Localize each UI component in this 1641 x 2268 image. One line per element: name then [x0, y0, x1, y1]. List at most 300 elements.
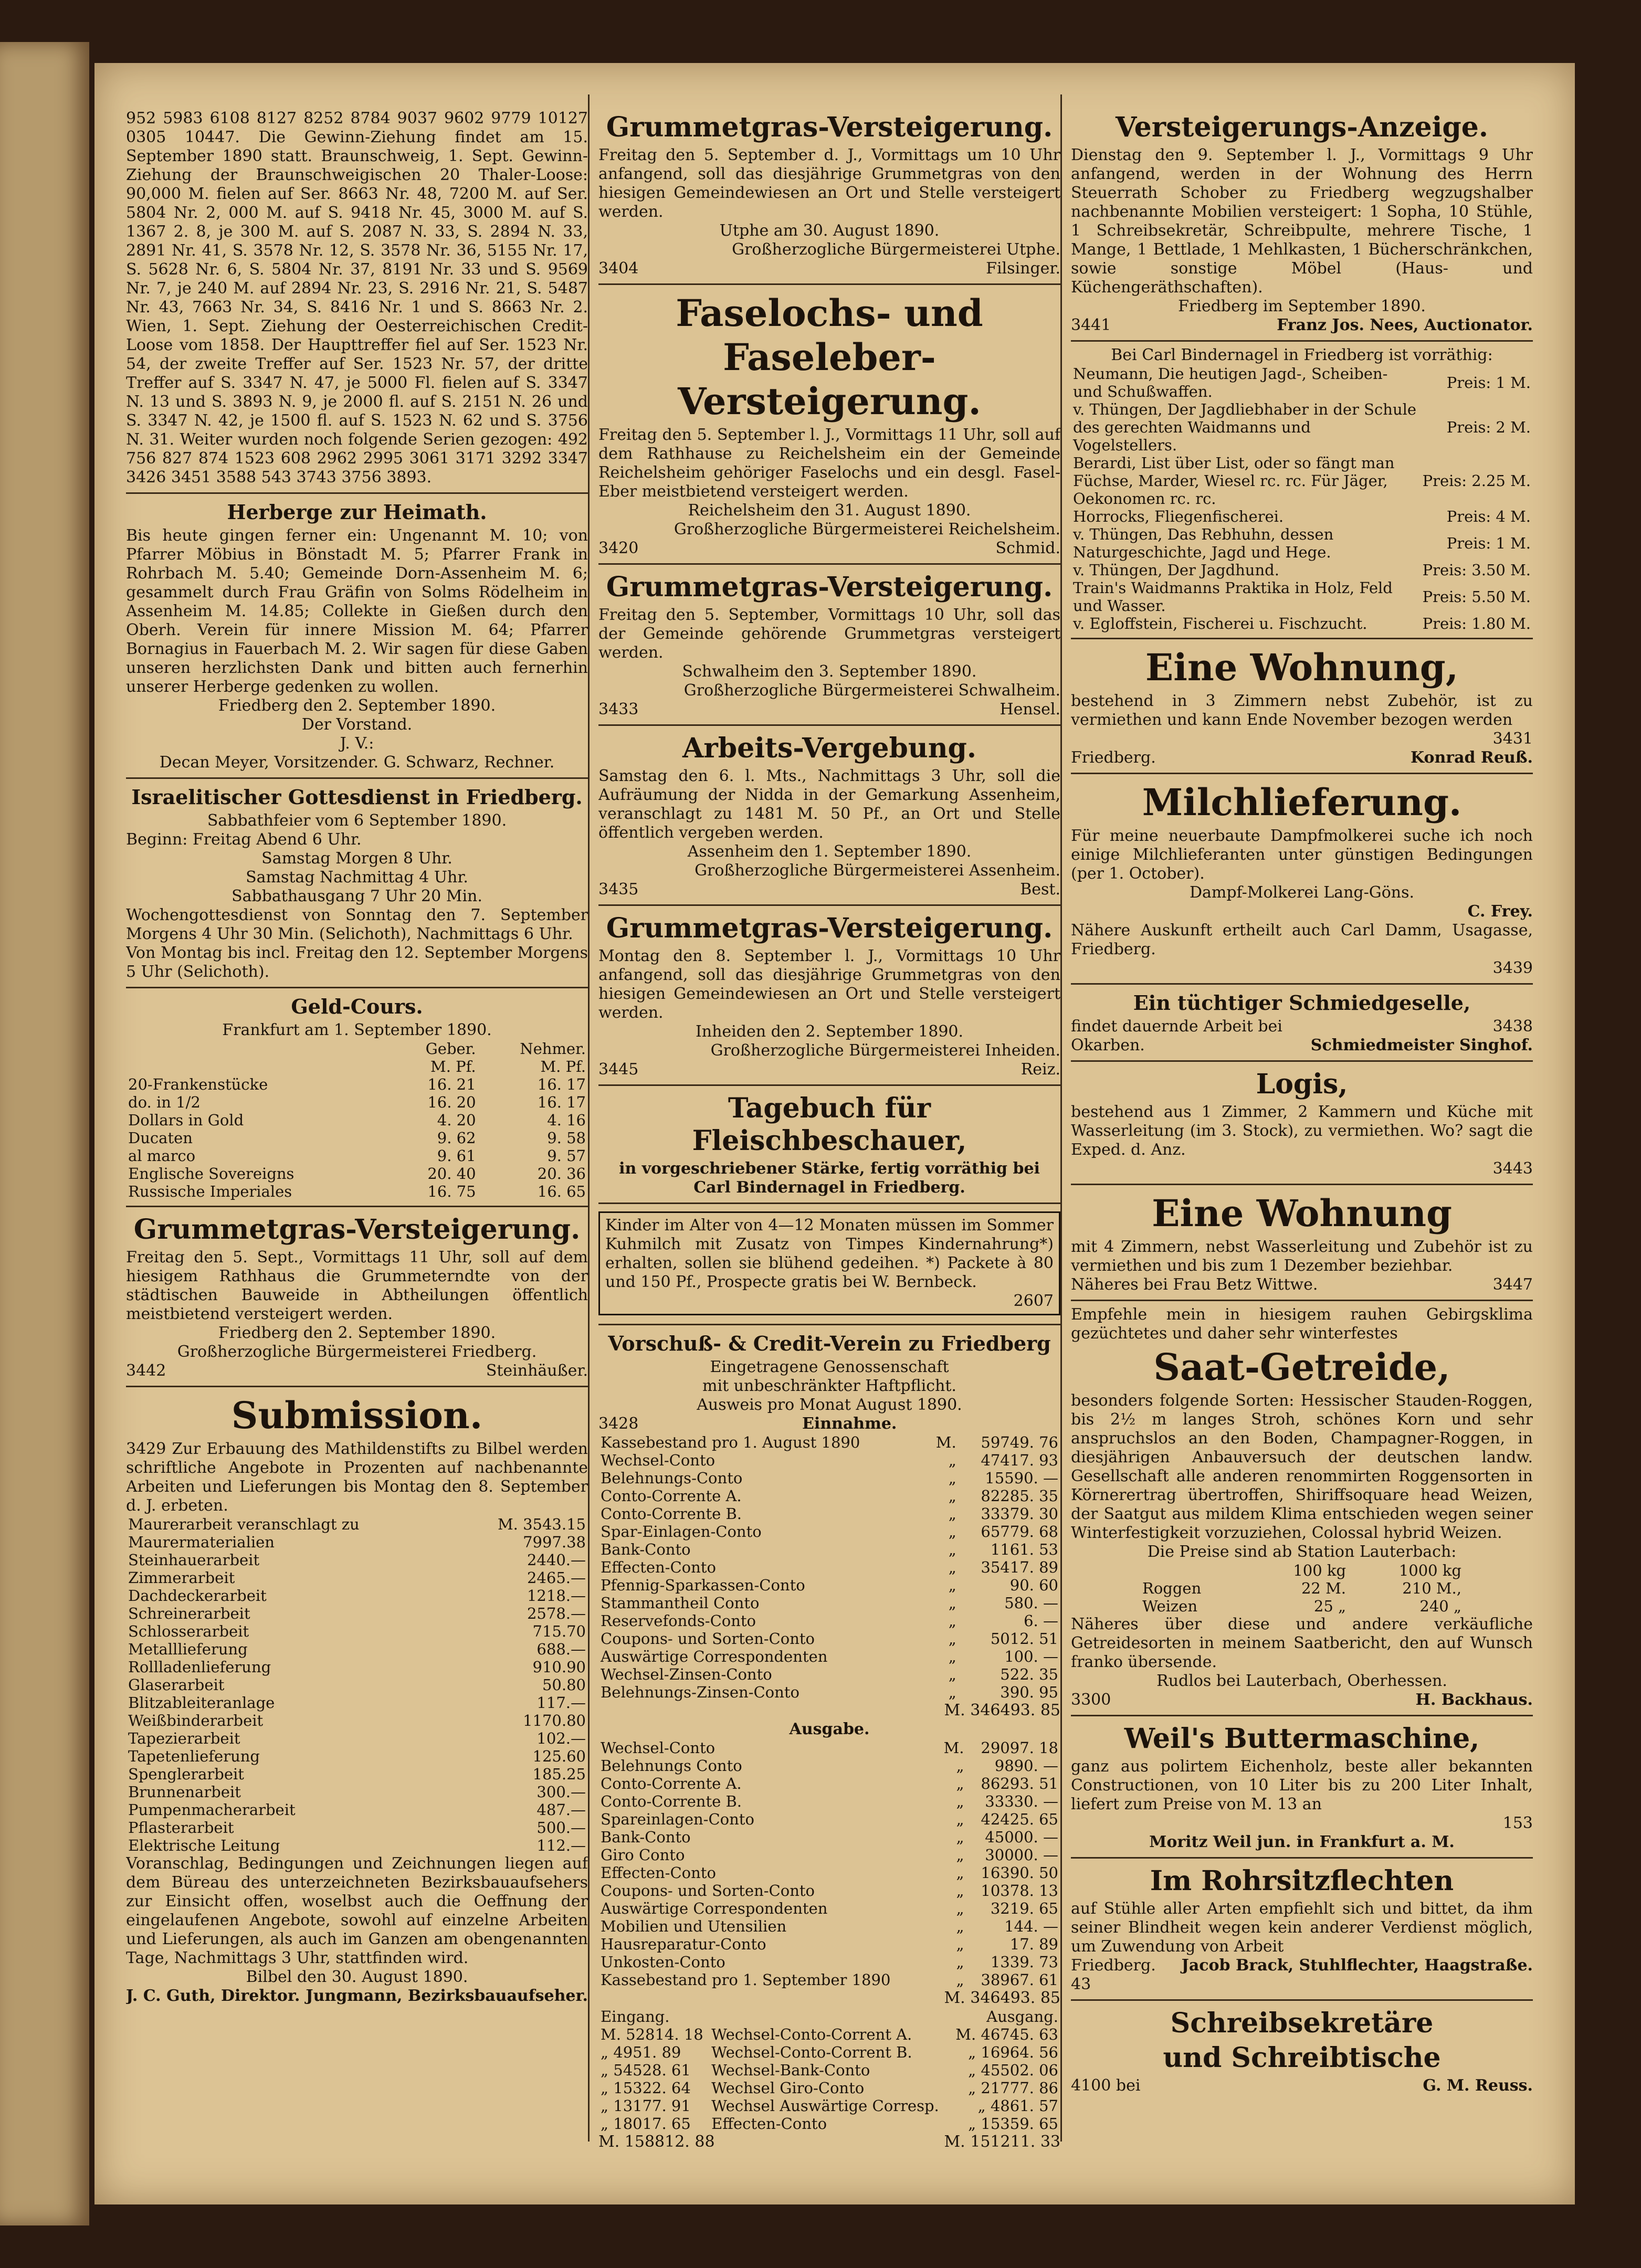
table-cell: 59749. 76: [981, 1433, 1058, 1451]
arbeits-date: Assenheim den 1. September 1890.: [687, 842, 972, 861]
saat-intro: Empfehle mein in hiesigem rauhen Gebirgsklima gezüchtetes und daher sehr winterfestes: [1071, 1305, 1533, 1343]
table-row: [126, 1605, 588, 1622]
table-cell: 210 M.,: [1402, 1579, 1461, 1597]
butter-ad: [1071, 1716, 1533, 1859]
table-cell: Metalllieferung: [128, 1640, 248, 1658]
table-row: [126, 1111, 588, 1129]
gottesdienst-line: Samstag Morgen 8 Uhr.: [261, 849, 453, 868]
ad-number: 3445: [598, 1060, 639, 1079]
table-cell: 390. 95: [1000, 1683, 1058, 1701]
grummet-name: Reiz.: [1021, 1060, 1060, 1079]
grummet-date: Schwalheim den 3. September 1890.: [682, 662, 977, 681]
table-cell: 112.—: [537, 1837, 586, 1854]
table-cell: 35417. 89: [981, 1558, 1058, 1576]
table-header: [1140, 1562, 1464, 1579]
table-cell: al marco: [128, 1147, 196, 1165]
table-cell: „: [956, 1917, 964, 1935]
table-row: [126, 1712, 588, 1729]
table-cell: M. Pf.: [540, 1058, 586, 1075]
table-cell: 2465.—: [527, 1569, 586, 1587]
table-row: [126, 1819, 588, 1837]
saat-name: H. Backhaus.: [1415, 1691, 1533, 1709]
ad-number: 3442: [126, 1362, 166, 1380]
grummet-footer: [598, 700, 1060, 719]
table-cell: 90. 60: [1009, 1576, 1058, 1594]
table-cell: Conto-Corrente A.: [601, 1487, 742, 1505]
table-cell: 20-Frankenstücke: [128, 1075, 268, 1093]
fasel-sign: Großherzogliche Bürgermeisterei Reichelsheim.: [674, 520, 1060, 539]
table-row: [598, 2061, 1060, 2079]
table-cell: Tapezierarbeit: [128, 1729, 240, 1747]
table-cell: Rollladenlieferung: [128, 1658, 271, 1676]
table-cell: Wechsel-Conto: [601, 1739, 716, 1757]
table-row: [1071, 400, 1533, 454]
table-cell: 30000. —: [985, 1846, 1058, 1864]
table-row: [1071, 615, 1533, 632]
milch-text: Für meine neuerbaute Dampfmolkerei suche ich noch einige Milchlieferanten unter günstigen Bedingungen (per 1. October).: [1071, 827, 1533, 883]
table-cell: Pflasterarbeit: [128, 1819, 234, 1837]
table-cell: Preis: 2 M.: [1446, 418, 1531, 436]
grummet-name: Filsinger.: [986, 259, 1060, 278]
schreib-name: G. M. Reuss.: [1423, 2076, 1533, 2095]
table-row: [126, 1640, 588, 1658]
table-cell: Belehnungs-Conto: [601, 1469, 743, 1487]
gottesdienst-line: Beginn: Freitag Abend 6 Uhr.: [126, 830, 362, 849]
table-cell: Wechsel-Bank-Conto: [711, 2061, 870, 2079]
wohnung-info: Näheres bei Frau Betz Wittwe.: [1071, 1275, 1318, 1294]
arbeits-name: Best.: [1020, 880, 1060, 899]
table-cell: Conto-Corrente B.: [601, 1505, 742, 1523]
table-cell: 688.—: [537, 1640, 586, 1658]
table-cell: „: [956, 1864, 964, 1882]
grummet-footer: [126, 1362, 588, 1380]
table-cell: Preis: 4 M.: [1446, 508, 1531, 525]
tagebuch-ad: [598, 1086, 1060, 1204]
ausgang-total: M. 151211. 33: [944, 2133, 1060, 2151]
table-cell: 1218.—: [527, 1587, 586, 1605]
table-row: [126, 1551, 588, 1569]
grummet-date: Friedberg den 2. September 1890.: [218, 1324, 496, 1342]
table-cell: Unkosten-Conto: [601, 1953, 725, 1971]
grummet-sign: Großherzogliche Bürgermeisterei Schwalheim.: [683, 681, 1060, 700]
newspaper-page: [94, 63, 1575, 2204]
milch-title: Milchlieferung.: [1142, 780, 1462, 824]
table-cell: „ 16964. 56: [968, 2043, 1058, 2061]
table-cell: Elektrische Leitung: [128, 1837, 280, 1854]
table-row: [598, 1469, 1060, 1487]
table-row: [598, 1451, 1060, 1469]
table-cell: 9890. —: [994, 1757, 1058, 1775]
arbeits-text: Samstag den 6. l. Mts., Nachmittags 3 Uhr, soll die Aufräumung der Nidda in der Gemarkung Assenheim, veranschlagt zu 1481 M. 50 Pf., an Ort und Stelle öffentlich vergeben werden.: [598, 767, 1060, 842]
einnahme-total: M. 346493. 85: [944, 1701, 1060, 1720]
table-cell: 16. 17: [537, 1093, 586, 1111]
table-cell: 3219. 65: [990, 1900, 1058, 1917]
table-row: [598, 1505, 1060, 1523]
table-cell: Hausreparatur-Conto: [601, 1935, 766, 1953]
grummet-ad-schwalheim: [598, 565, 1060, 726]
saat-price-intro: Die Preise sind ab Station Lauterbach:: [1147, 1543, 1457, 1561]
schreib-bei: bei: [1116, 2076, 1141, 2095]
table-cell: 33330. —: [985, 1792, 1058, 1810]
geld-sub: Frankfurt am 1. September 1890.: [222, 1021, 492, 1039]
gottesdienst-line: Wochengottesdienst von Sonntag den 7. September Morgens 4 Uhr 30 Min. (Selichoth), Nachmittags 6 Uhr.: [126, 906, 588, 943]
table-row: [598, 1900, 1060, 1917]
grummet-ad-utphe: [598, 105, 1060, 285]
ad-number: 3435: [598, 880, 639, 899]
table-row: [598, 1433, 1060, 1451]
table-cell: Weizen: [1142, 1597, 1197, 1615]
table-row: [598, 1612, 1060, 1630]
ad-number: 3300: [1071, 1691, 1111, 1709]
table-row: [1071, 508, 1533, 525]
table-row: [598, 2097, 1060, 2115]
einnahme-title: Einnahme.: [802, 1415, 897, 1433]
grummet-title: Grummetgras-Versteigerung.: [606, 571, 1053, 603]
schreib-title: und Schreibtische: [1163, 2042, 1441, 2074]
einnahme-table: [598, 1433, 1060, 1701]
table-cell: Coupons- und Sorten-Conto: [601, 1882, 815, 1900]
ad-number: 3441: [1071, 316, 1111, 334]
gottesdienst-line: Samstag Nachmittag 4 Uhr.: [246, 868, 468, 887]
ad-number: 43: [1071, 1975, 1091, 1993]
ad-number: 4100: [1071, 2076, 1111, 2095]
gottesdienst-ad: [126, 779, 588, 988]
table-row: [598, 1683, 1060, 1701]
wohnung-ad-1: [1071, 639, 1533, 774]
fasel-date: Reichelsheim den 31. August 1890.: [688, 501, 971, 520]
geld-cours-ad: [126, 988, 588, 1207]
table-cell: „: [956, 1846, 964, 1864]
ausgabe-table: [598, 1739, 1060, 1989]
table-cell: „: [948, 1648, 956, 1665]
eingang-ausgang-table: [598, 2008, 1060, 2133]
table-cell: [1140, 1562, 1249, 1579]
table-cell: 15590. —: [985, 1469, 1058, 1487]
table-cell: 125.60: [532, 1747, 586, 1765]
submission-title: Submission.: [231, 1394, 483, 1437]
table-cell: Effecten-Conto: [711, 2115, 827, 2133]
ad-number: 3447: [1492, 1275, 1533, 1294]
schmied-name: Schmiedmeister Singhof.: [1310, 1036, 1533, 1054]
previous-page-edge: [0, 42, 89, 2225]
table-cell: 16. 20: [427, 1093, 476, 1111]
arbeits-footer: [598, 880, 1060, 899]
table-row: [598, 1523, 1060, 1541]
table-cell: M. 46745. 63: [955, 2026, 1058, 2043]
schmied-line: [1071, 1017, 1533, 1036]
vorschuss-sub: Eingetragene Genossenschaft: [710, 1358, 949, 1376]
table-row: [598, 1935, 1060, 1953]
table-cell: 42425. 65: [981, 1810, 1058, 1828]
table-cell: 580. —: [1004, 1594, 1058, 1612]
ad-number: 3428: [598, 1415, 639, 1433]
table-cell: „: [948, 1487, 956, 1505]
table-cell: „ 4951. 89: [601, 2043, 681, 2061]
herberge-ad: [126, 494, 588, 779]
table-cell: Conto-Corrente A.: [601, 1775, 742, 1792]
table-cell: Pfennig-Sparkassen-Conto: [601, 1576, 805, 1594]
tagebuch-title: Tagebuch für Fleischbeschauer,: [692, 1092, 967, 1157]
table-row: [126, 1783, 588, 1801]
submission-signatures: [126, 1987, 588, 2006]
table-cell: 715.70: [532, 1622, 586, 1640]
saat-title: Saat-Getreide,: [1153, 1345, 1450, 1389]
wohnung-text: bestehend in 3 Zimmern nebst Zubehör, ist zu vermiethen und kann Ende November bezogen werden: [1071, 692, 1533, 729]
table-cell: Reservefonds-Conto: [601, 1612, 756, 1630]
table-row: [598, 1558, 1060, 1576]
table-cell: Wechsel Giro-Conto: [711, 2079, 865, 2097]
column-2: [598, 105, 1060, 2157]
table-cell: „: [956, 1935, 964, 1953]
table-cell: „ 13177. 91: [601, 2097, 691, 2115]
table-cell: „: [956, 1882, 964, 1900]
table-cell: v. Egloffstein, Fischerei u. Fischzucht.: [1073, 615, 1368, 632]
column-rule: [588, 94, 590, 2142]
table-cell: Englische Sovereigns: [128, 1165, 294, 1183]
table-row: [126, 1694, 588, 1712]
table-cell: 102.—: [537, 1729, 586, 1747]
table-cell: 17. 89: [1009, 1935, 1058, 1953]
table-cell: Wechsel-Zinsen-Conto: [601, 1665, 772, 1683]
table-cell: Wechsel-Conto-Corrent B.: [711, 2043, 912, 2061]
table-row: [598, 1576, 1060, 1594]
eingang-total: M. 158812. 88: [598, 2133, 715, 2151]
table-cell: 1339. 73: [990, 1953, 1058, 1971]
table-cell: 16390. 50: [981, 1864, 1058, 1882]
table-cell: 500.—: [537, 1819, 586, 1837]
kinder-ad: [598, 1204, 1060, 1325]
rohr-footer: [1071, 1956, 1533, 1975]
herberge-title: Herberge zur Heimath.: [227, 500, 487, 524]
table-cell: 22 M.: [1301, 1579, 1347, 1597]
table-cell: „: [956, 1810, 964, 1828]
schmied-text: findet dauernde Arbeit bei: [1071, 1017, 1282, 1036]
table-cell: Spareinlagen-Conto: [601, 1810, 754, 1828]
table-cell: Kassebestand pro 1. September 1890: [601, 1971, 891, 1989]
table-cell: 1170.80: [523, 1712, 586, 1729]
ad-number: 3404: [598, 259, 639, 278]
table-row: [126, 1747, 588, 1765]
table-cell: 86293. 51: [981, 1775, 1058, 1792]
table-row: [126, 1093, 588, 1111]
ad-number: 2607: [1013, 1292, 1054, 1310]
table-cell: Spar-Einlagen-Conto: [601, 1523, 762, 1541]
table-cell: „ 15359. 65: [968, 2115, 1058, 2133]
table-cell: 522. 35: [1000, 1665, 1058, 1683]
herberge-sign: Der Vorstand.: [301, 715, 413, 734]
table-row: [598, 1882, 1060, 1900]
milch-name: C. Frey.: [1467, 902, 1533, 921]
grummet-footer: [598, 1060, 1060, 1079]
grummet-footer: [598, 259, 1060, 278]
table-cell: „: [956, 1971, 964, 1989]
rohr-ad: [1071, 1859, 1533, 2001]
table-row: [598, 1953, 1060, 1971]
table-cell: „: [948, 1451, 956, 1469]
table-cell: Giro Conto: [601, 1846, 685, 1864]
table-cell: Weißbinderarbeit: [128, 1712, 264, 1729]
table-cell: M. 52814. 18: [601, 2026, 703, 2043]
ad-number: 3420: [598, 539, 639, 557]
table-row: [598, 1917, 1060, 1935]
table-cell: Blitzableiteranlage: [128, 1694, 275, 1712]
table-cell: 144. —: [1004, 1917, 1058, 1935]
table-cell: Conto-Corrente B.: [601, 1792, 742, 1810]
butter-name: Moritz Weil jun. in Frankfurt a. M.: [1149, 1833, 1455, 1851]
table-header: [126, 1058, 588, 1075]
table-cell: „: [948, 1683, 956, 1701]
kinder-box: [598, 1211, 1060, 1315]
rohr-place: Friedberg.: [1071, 1956, 1156, 1975]
table-cell: Wechsel-Conto: [601, 1451, 716, 1469]
table-cell: „ 15322. 64: [601, 2079, 691, 2097]
submission-sign-right: Jungmann, Bezirksbauaufseher.: [306, 1987, 588, 2005]
table-cell: „: [948, 1469, 956, 1487]
logis-title: Logis,: [1256, 1068, 1348, 1100]
submission-footer: Voranschlag, Bedingungen und Zeichnungen liegen auf dem Büreau des unterzeichneten Bezirksbauaufsehers zur Einsicht offen, woselbst auch die Oeffnung der eingelaufenen Angebote, sowohl auf einzelne Arbeiten und Lieferungen, als auch im Ganzen am obengenannten Tage, Nachmittags 3 Uhr, stattfinden wird.: [126, 1854, 588, 1967]
table-cell: „: [948, 1558, 956, 1576]
table-header: [126, 1040, 588, 1058]
table-row: [598, 1665, 1060, 1683]
table-cell: 20. 36: [537, 1165, 586, 1183]
table-cell: „: [948, 1630, 956, 1648]
tagebuch-sub: in vorgeschriebener Stärke, fertig vorräthig bei Carl Bindernagel in Friedberg.: [619, 1159, 1040, 1197]
grummet-ad-friedberg: [126, 1207, 588, 1387]
table-cell: 100 kg: [1293, 1562, 1347, 1579]
table-cell: „ 54528. 61: [601, 2061, 691, 2079]
wohnung-place: Friedberg.: [1071, 748, 1156, 767]
saat-ad: [1071, 1301, 1533, 1716]
table-cell: Schlosserarbeit: [128, 1622, 249, 1640]
ausgabe-title: Ausgabe.: [789, 1720, 870, 1738]
schmied-title: Ein tüchtiger Schmiedgeselle,: [1133, 991, 1471, 1015]
table-row: [1140, 1579, 1464, 1597]
table-row: [598, 1864, 1060, 1882]
table-row: [126, 1075, 588, 1093]
wohnung-text: mit 4 Zimmern, nebst Wasserleitung und Zubehör ist zu vermiethen und bis zum 1 Dezember beziehbar.: [1071, 1238, 1533, 1275]
table-row: [126, 1183, 588, 1200]
table-cell: Eingang.: [601, 2008, 670, 2026]
table-cell: Preis: 1 M.: [1446, 534, 1531, 552]
grummet-title: Grummetgras-Versteigerung.: [133, 1214, 581, 1246]
table-cell: „: [948, 1505, 956, 1523]
table-cell: 50.80: [542, 1676, 586, 1694]
table-cell: 38967. 61: [981, 1971, 1058, 1989]
table-cell: Train's Waidmanns Praktika in Holz, Feld und Wasser.: [1073, 579, 1393, 615]
table-cell: „: [956, 1828, 964, 1846]
table-cell: Berardi, List über List, oder so fängt man Füchse, Marder, Wiesel rc. rc. Für Jäger, Oekonomen rc. rc.: [1073, 454, 1395, 508]
logis-ad: [1071, 1062, 1533, 1185]
wohnung-ad-2: [1071, 1185, 1533, 1301]
table-row: [126, 1533, 588, 1551]
grummet-name: Hensel.: [1000, 700, 1060, 719]
wohnung-footer: [1071, 748, 1533, 767]
table-cell: 45000. —: [985, 1828, 1058, 1846]
table-row: [1071, 454, 1533, 508]
table-cell: Neumann, Die heutigen Jagd-, Scheiben- und Schußwaffen.: [1073, 365, 1388, 400]
fasel-name: Schmid.: [995, 539, 1060, 557]
table-cell: Coupons- und Sorten-Conto: [601, 1630, 815, 1648]
table-cell: 16. 65: [537, 1183, 586, 1200]
table-cell: „ 45502. 06: [968, 2061, 1058, 2079]
table-cell: v. Thüngen, Der Jagdhund.: [1073, 561, 1279, 579]
table-cell: Maurermaterialien: [128, 1533, 275, 1551]
geld-title: Geld-Cours.: [291, 995, 423, 1018]
table-cell: 29097. 18: [981, 1739, 1058, 1757]
schreib-ad: [1071, 2001, 1533, 2101]
saat-footer: Näheres über diese und andere verkäufliche Getreidesorten in meinem Saatbericht, den auf Wunsch franko übersende.: [1071, 1615, 1533, 1671]
lottery-text: 952 5983 6108 8127 8252 8784 9037 9602 9779 10127 0305 10447. Die Gewinn-Ziehung findet am 15. September 1890 statt. Braunschweig, 1. Sept. Gewinn-Ziehung der Braunschweigischen 20 Thaler-Loose: 90,000 M. fielen auf Ser. 8663 Nr. 48, 7200 M. auf Ser. 5804 Nr. 2, 000 M. auf S. 9418 Nr. 45, 3000 M. auf S. 1367 2. 8, je 300 M. auf S. 2087 N. 33, S. 2894 N. 33, 2891 Nr. 41, S. 3578 Nr. 12, S. 3578 Nr. 36, 5155 Nr. 17, S. 5628 Nr. 6, S. 5804 Nr. 37, 8191 Nr. 33 und S. 9569 Nr. 7, je 240 M. auf 2894 Nr. 23, S. 2916 Nr. 21, S. 5487 Nr. 43, 7663 Nr. 34, S. 8416 Nr. 1 und S. 8663 Nr. 2. Wien, 1. Sept. Ziehung der Oesterreichischen Credit-Loose vom 1858. Der Haupttreffer fiel auf Ser. 1523 Nr. 54, der zweite Treffer auf Ser. 1523 Nr. 57, der dritte Treffer auf S. 3347 N. 47, je 5000 Fl. fielen auf S. 3347 N. 13 und S. 3893 N. 9, je 2000 fl. auf S. 2151 N. 26 und S. 3347 N. 42, je 1500 fl. auf S. 1523 N. 62 und S. 3756 N. 31. Weiter wurden noch folgende Serien gezogen: 492 756 827 874 1523 608 2962 2995 3061 3171 3292 3347 3426 3451 3588 543 3743 3756 3893.: [126, 109, 588, 487]
table-cell: Russische Imperiales: [128, 1183, 292, 1200]
logis-text: bestehend aus 1 Zimmer, 2 Kammern und Küche mit Wasserleitung (im 3. Stock), zu vermiethen. Wo? sagt die Exped. d. Anz.: [1071, 1103, 1533, 1159]
table-row: [598, 1757, 1060, 1775]
table-row: [598, 1630, 1060, 1648]
buch-intro: Bei Carl Bindernagel in Friedberg ist vorräthig:: [1111, 346, 1493, 364]
ad-number: 3439: [1492, 959, 1533, 977]
table-cell: „ 18017. 65: [601, 2115, 691, 2133]
table-cell: Wechsel Auswärtige Corresp.: [711, 2097, 939, 2115]
wohnung-name: Konrad Reuß.: [1411, 748, 1533, 767]
table-cell: Belehnungs Conto: [601, 1757, 742, 1775]
saat-price-table: [1140, 1562, 1464, 1615]
wohnung-title: Eine Wohnung,: [1145, 646, 1459, 689]
ad-number: 3431: [1492, 730, 1533, 748]
herberge-sign: Decan Meyer, Vorsitzender. G. Schwarz, Rechner.: [159, 753, 555, 772]
table-cell: Mobilien und Utensilien: [601, 1917, 787, 1935]
rohr-title: Im Rohrsitzflechten: [1150, 1865, 1454, 1897]
table-cell: do. in 1/2: [128, 1093, 201, 1111]
table-row: [126, 1569, 588, 1587]
table-cell: „: [948, 1594, 956, 1612]
table-cell: Bank-Conto: [601, 1541, 691, 1558]
table-cell: 82285. 35: [981, 1487, 1058, 1505]
grummet-ad-inheiden: [598, 906, 1060, 1086]
table-cell: Kassebestand pro 1. August 1890: [601, 1433, 860, 1451]
table-row: [126, 1837, 588, 1854]
table-row: [598, 1487, 1060, 1505]
table-cell: 240 „: [1419, 1597, 1461, 1615]
table-cell: Stammantheil Conto: [601, 1594, 760, 1612]
submission-text: 3429 Zur Erbauung des Mathildenstifts zu Bilbel werden schriftliche Angebote in Prozenten auf nachbenannte Arbeiten und Lieferungen bis Montag den 8. September d. J. erbeten.: [126, 1440, 588, 1515]
table-cell: Roggen: [1142, 1579, 1202, 1597]
table-cell: Geber.: [425, 1040, 476, 1058]
table-cell: Dollars in Gold: [128, 1111, 244, 1129]
table-cell: „: [956, 1775, 964, 1792]
ad-number: 3438: [1492, 1017, 1533, 1036]
table-row: [598, 1648, 1060, 1665]
vorschuss-ad: [598, 1325, 1060, 2157]
grummet-sign: Großherzogliche Bürgermeisterei Friedberg.: [177, 1343, 537, 1361]
table-cell: Wechsel-Conto-Corrent A.: [711, 2026, 912, 2043]
eingang-ausgang-totals: [598, 2133, 1060, 2151]
table-cell: M.: [943, 1739, 964, 1757]
table-row: [126, 1622, 588, 1640]
table-row: [598, 2115, 1060, 2133]
table-cell: 9. 57: [547, 1147, 586, 1165]
table-cell: „ 4861. 57: [977, 2097, 1058, 2115]
lottery-notice: [126, 105, 588, 494]
table-cell: Dachdeckerarbeit: [128, 1587, 267, 1605]
table-cell: Tapetenlieferung: [128, 1747, 260, 1765]
grummet-date: Utphe am 30. August 1890.: [719, 221, 940, 240]
table-header: [598, 2008, 1060, 2026]
arbeits-ad: [598, 726, 1060, 906]
table-cell: 47417. 93: [981, 1451, 1058, 1469]
table-cell: 7997.38: [523, 1533, 586, 1551]
table-row: [126, 1729, 588, 1747]
table-row: [126, 1676, 588, 1694]
table-cell: „: [948, 1612, 956, 1630]
